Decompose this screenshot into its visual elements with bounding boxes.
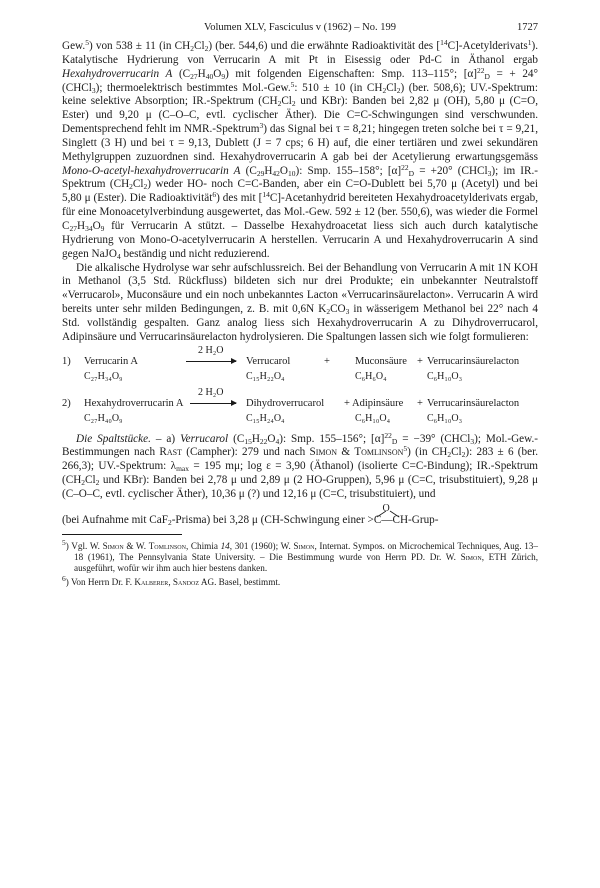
paragraph-hydrolysis: Die alkalische Hydrolyse war sehr aufschlussreich. Bei der Behandlung von Verrucarin A mit 1N KOH in Methanol (3,5 Std. Rückfluss) bildeten sich nur drei Produkte; ein unbekannter Neutralstoff «Verrucarol», Muconsäure und ein noch unbekanntes Lacton «Verrucarinsäurelacton». Verrucarin A wird bereits unter sehr milden Bedingungen, z. B. mit 0,6N $K_2CO_3$ in wässerigem Methanol bei 22° nach 4 Std. vollständig gespalten. Ganz analog liess sich Hexahydroverrucarin A zu Dihydroverrucarol, Adipinsäure und Verrucarinsäurelacton hydrolysieren. Die Spaltungen lassen sich wie folgt formulieren: [62,261,538,343]
article-body [62,40,538,528]
plus-sign: + [417,397,423,409]
epoxide-group: >C—CH-Grup- [367,513,439,526]
product-formula: C₆H₁₀O₃ [427,412,463,424]
product-formula: C₆H₁₀O₃ [427,370,463,382]
plus-sign: + [417,355,423,367]
reagent-label: 2 H₂O [198,344,224,356]
reactant-name: Verrucarin A [84,355,138,367]
epoxide-ring-icon [372,510,402,518]
reaction-arrow [190,403,236,404]
reagent-label: 2 H₂O [198,386,224,398]
product-name: Adipinsäure [352,397,404,409]
reactant-formula: C₂₇H₃₄O₉ [84,370,123,382]
journal-page [62,22,538,590]
running-header [62,22,538,40]
product-formula: C₆H₆O₄ [355,370,387,382]
product-name: Muconsäure [355,355,407,367]
reactant-formula: C₂₇H₄₀O₉ [84,412,123,424]
reaction-1 [62,344,538,387]
reaction-number: 2) [62,397,71,409]
footnote-divider [62,534,182,535]
product-name: Verrucarol [246,355,291,367]
reactant-name: Hexahydroverrucarin A [84,397,184,409]
reaction-number: 1) [62,355,71,367]
product-formula: C₆H₁₀O₄ [355,412,391,424]
product-name: Verrucarinsäurelacton [427,355,520,367]
reaction-arrow [186,361,236,362]
paragraph-epoxide: (bei Aufnahme mit CaF$_2$-Prisma) bei 3,28 μ (CH-Schwingung einer O >C—CH-Grup- [62,502,439,527]
epoxide-oxygen: O [382,502,390,514]
reaction-2 [62,386,538,429]
plus-sign: + [344,397,350,409]
paragraph-hexahydro: Gew.$^5$) von 538 ± 11 (in $CH_2Cl_2$) (ber. 544,6) und die erwähnte Radioaktivität des [$^{14}$C]-Acetylderivats$^1$). Katalytische Hydrierung von Verrucarin A mit Pt in Eisessig oder Pd-C in Äthanol ergab Hexahydroverrucarin A $(C_{27}H_{40}O_9)$ mit folgenden Eigenschaften: Smp. 113–115°; $[\alpha]^{22}_D$ = + 24° (CHCl$_3$); thermoelektrisch bestimmtes Mol.-Gew.$^5$: 510 ± 10 (in $CH_2Cl_2$) (ber. 508,6); UV.-Spektrum: keine selektive Absorption; IR.-Spektrum ($CH_2Cl_2$ und KBr): Banden bei 2,82 μ (OH), 5,80 μ (C=O, Ester) und 9,20 μ (C–O–C, evtl. cyclischer Äther). Die C=C-Schwingungen sind verschwunden. Dementsprechend fehlt im NMR.-Spektrum$^3$) das Signal bei τ = 8,21; hingegen treten solche bei τ = 9,21, Singlett (3 H) und bei τ = 9,13, Dublett (J = 7 cps; 6 H) auf, die einer tertiären und zwei sekundären Methylgruppen zuzuordnen sind. Hexahydroverrucarin A gab bei der Acetylierung erwartungsgemäss Mono-O-acetyl-hexahydroverrucarin A $(C_{29}H_{42}O_{10})$: Smp. 155–158°; $[\alpha]^{22}_D = +20^\circ$ (CHCl$_3$); im IR.-Spektrum $(CH_2Cl_2)$ weder HO- noch C=C-Banden, aber ein C=O-Dublett bei 5,70 μ (Acetyl) und bei 5,80 μ (Ester). Die Radioaktivität$^6$) des mit [$^{14}$C]-Acetanhydrid bereiteten Hexahydroacetylderivats ergab, für eine Monoacetylverbindung ausgewertet, das Mol.-Gew. 592 ± 12 (ber. 550,6), was wieder die Formel $C_{27}H_{34}O_9$ für Verrucarin A stützt. – Dasselbe Hexahydroacetat liess sich auch durch katalytische Hydrierung von Mono-O-acetylverrucarin A herstellen. Verrucarin A und Hexahydroverrucarin A sind gegen NaJO$_4$ beständig und nicht reduzierend. [62,38,539,261]
page-number: 1727 [517,22,538,33]
product-formula: C₁₅H₂₄O₄ [246,412,285,424]
product-formula: C₁₅H₂₂O₄ [246,370,285,382]
product-name: Dihydroverrucarol [246,397,325,409]
plus-sign: + [324,355,330,367]
footnote-5: $^5$) Vgl. W. Simon & W. Tomlinson, Chimia 14, 301 (1960); W. Simon, Internat. Sympos. on Microchemical Techniques, Aug. 13–18 (1961), The Pennsylvania State University. – Die Bestimmung wurde von Herrn PD. Dr. W. Simon, ETH Zürich, ausgeführt, wofür wir ihm auch hier bestens danken. [62,537,538,574]
running-title: Volumen XLV, Fasciculus v (1962) – No. 199 [203,22,396,33]
footnote-6: $^6$) Von Herrn Dr. F. Kalberer, Sandoz AG. Basel, bestimmt. [62,573,281,587]
product-name: Verrucarinsäurelacton [427,397,520,409]
paragraph-verrucarol: Die Spaltstücke. – a) Verrucarol $(C_{15}H_{22}O_4)$: Smp. 155–156°; $[\alpha]^{22}_D = -39^\circ$ (CHCl$_3$); Mol.-Gew.-Bestimmungen nach Rast (Campher): 279 und nach Simon & Tomlinson$^5$) (in $CH_2Cl_2$): 283 ± 6 (ber. 266,3); UV.-Spektrum: $\lambda_{max} = 195$ mμ; log ε = 3,90 (Äthanol) (isolierte C=C-Bindung); IR.-Spektrum ($CH_2Cl_2$ und KBr): Banden bei 2,78 μ und 2,89 μ (2 HO-Gruppen), 5,96 μ (C=C, trisubstituiert), 9,28 μ (C–O–C, evtl. cyclischer Äther), 10,36 μ (?) und 12,16 μ (C=C, trisubstituiert), und [62,430,539,500]
